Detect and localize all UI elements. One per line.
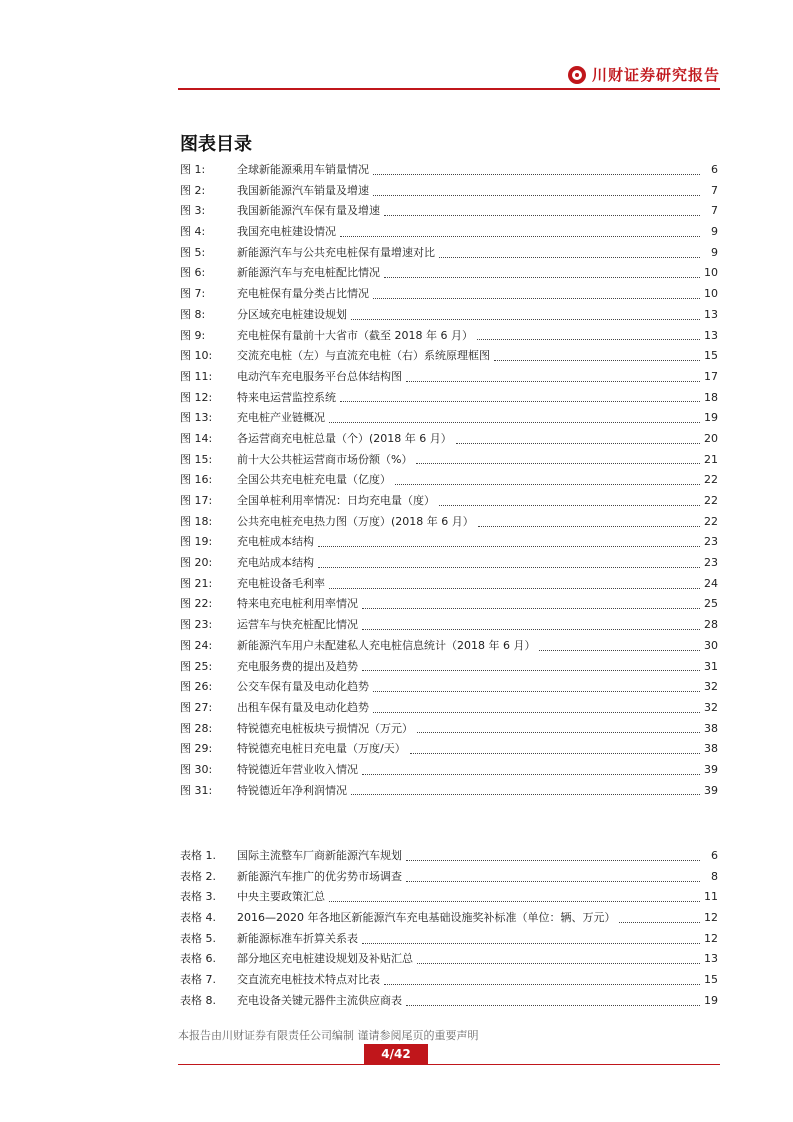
entry-page: 15 — [704, 349, 718, 363]
entry-number: 表格 4. — [180, 911, 216, 925]
figure-entry[interactable] — [180, 408, 718, 429]
entry-page: 22 — [704, 494, 718, 507]
entry-number: 图 24: — [180, 638, 213, 652]
entry-number: 表格 7. — [180, 973, 216, 987]
entry-number: 图 22: — [180, 597, 213, 611]
entry-page: 25 — [704, 597, 718, 611]
entry-number: 图 31: — [180, 783, 213, 797]
entry-number: 图 30: — [180, 762, 213, 776]
entry-title: 充电桩设备毛利率 — [237, 576, 325, 590]
entry-number: 图 5: — [180, 245, 206, 259]
table-entry[interactable] — [180, 991, 718, 1012]
figure-entry[interactable] — [180, 491, 718, 512]
entry-number: 图 23: — [180, 618, 213, 632]
entry-number: 图 1: — [180, 163, 206, 176]
entry-page: 13 — [704, 952, 718, 966]
dot-leader — [410, 753, 700, 754]
table-list — [180, 846, 718, 1012]
dot-leader — [406, 860, 700, 861]
entry-page: 10 — [704, 287, 718, 301]
entry-title: 公共充电桩充电热力图（万度）(2018 年 6 月） — [237, 514, 474, 528]
dot-leader — [416, 463, 700, 464]
entry-number: 图 4: — [180, 225, 206, 239]
entry-page: 20 — [704, 431, 718, 445]
entry-page: 6 — [711, 163, 718, 176]
entry-page: 19 — [704, 993, 718, 1007]
dot-leader — [417, 963, 700, 964]
figure-entry[interactable] — [180, 677, 718, 698]
figure-entry[interactable] — [180, 429, 718, 450]
entry-number: 图 6: — [180, 266, 206, 280]
entry-page: 10 — [704, 266, 718, 280]
figure-entry[interactable] — [180, 346, 718, 367]
dot-leader — [439, 505, 700, 506]
entry-number: 表格 1. — [180, 849, 216, 862]
entry-number: 图 14: — [180, 431, 213, 445]
dot-leader — [384, 277, 700, 278]
page-header — [178, 60, 720, 90]
entry-page: 8 — [711, 869, 718, 883]
figure-entry[interactable] — [180, 305, 718, 326]
entry-title: 交直流充电桩技术特点对比表 — [237, 973, 380, 987]
entry-page: 12 — [704, 911, 718, 925]
entry-number: 图 20: — [180, 556, 213, 570]
entry-page: 24 — [704, 576, 718, 590]
entry-number: 表格 6. — [180, 952, 216, 966]
entry-page: 19 — [704, 411, 718, 425]
dot-leader — [619, 922, 700, 923]
dot-leader — [329, 588, 700, 589]
dot-leader — [539, 650, 700, 651]
dot-leader — [373, 691, 700, 692]
dot-leader — [373, 712, 700, 713]
figure-entry[interactable] — [180, 532, 718, 553]
entry-page: 28 — [704, 618, 718, 632]
entry-page: 32 — [704, 680, 718, 694]
toc-title: 图表目录 — [180, 134, 252, 155]
entry-number: 图 25: — [180, 659, 213, 673]
entry-number: 图 26: — [180, 680, 213, 694]
entry-page: 39 — [704, 762, 718, 776]
entry-page: 22 — [704, 473, 718, 487]
entry-page: 38 — [704, 742, 718, 756]
dot-leader — [439, 257, 700, 258]
entry-page: 7 — [711, 183, 718, 197]
entry-number: 图 28: — [180, 721, 213, 735]
brand-logo-icon — [568, 66, 586, 84]
entry-page: 12 — [704, 931, 718, 945]
entry-title: 全国单桩利用率情况：日均充电量（度） — [237, 494, 435, 507]
entry-number: 图 9: — [180, 328, 206, 342]
entry-title: 充电桩保有量前十大省市（截至 2018 年 6 月） — [237, 328, 473, 342]
entry-title: 出租车保有量及电动化趋势 — [237, 700, 369, 714]
entry-page: 22 — [704, 514, 718, 528]
figure-entry[interactable] — [180, 201, 718, 222]
dot-leader — [406, 1005, 700, 1006]
dot-leader — [494, 360, 700, 361]
dot-leader — [329, 422, 700, 423]
entry-page: 30 — [704, 638, 718, 652]
entry-number: 图 17: — [180, 494, 213, 507]
entry-page: 18 — [704, 390, 718, 404]
entry-number: 表格 8. — [180, 993, 216, 1007]
figure-list — [180, 160, 718, 801]
dot-leader — [362, 670, 700, 671]
dot-leader — [384, 215, 700, 216]
dot-leader — [373, 195, 700, 196]
entry-title: 运营车与快充桩配比情况 — [237, 618, 358, 632]
entry-number: 图 15: — [180, 452, 213, 466]
dot-leader — [406, 881, 700, 882]
table-entry[interactable] — [180, 949, 718, 970]
entry-page: 31 — [704, 659, 718, 673]
table-entry[interactable] — [180, 970, 718, 991]
entry-page: 9 — [711, 225, 718, 239]
entry-number: 图 21: — [180, 576, 213, 590]
entry-page: 13 — [704, 328, 718, 342]
entry-title: 公交车保有量及电动化趋势 — [237, 680, 369, 694]
dot-leader — [373, 298, 700, 299]
entry-title: 交流充电桩（左）与直流充电桩（右）系统原理框图 — [237, 349, 490, 363]
figure-entry[interactable] — [180, 367, 718, 388]
dot-leader — [318, 546, 700, 547]
entry-title: 前十大公共桩运营商市场份额（%） — [237, 452, 413, 466]
entry-title: 充电设备关键元器件主流供应商表 — [237, 993, 402, 1007]
entry-number: 表格 3. — [180, 890, 216, 904]
dot-leader — [362, 774, 700, 775]
figure-entry[interactable] — [180, 181, 718, 202]
dot-leader — [351, 319, 700, 320]
entry-number: 图 29: — [180, 742, 213, 756]
entry-number: 表格 2. — [180, 869, 216, 883]
dot-leader — [340, 401, 700, 402]
entry-number: 图 18: — [180, 514, 213, 528]
figure-entry[interactable] — [180, 284, 718, 305]
entry-title: 新能源标准车折算关系表 — [237, 931, 358, 945]
entry-page: 32 — [704, 700, 718, 714]
entry-title: 2016—2020 年各地区新能源汽车充电基础设施奖补标准（单位：辆、万元） — [237, 911, 616, 925]
entry-page: 23 — [704, 556, 718, 570]
entry-number: 图 27: — [180, 700, 213, 714]
figure-entry[interactable] — [180, 160, 718, 181]
entry-number: 图 7: — [180, 287, 206, 301]
figure-entry[interactable] — [180, 657, 718, 678]
page-number: 4/42 — [364, 1044, 428, 1064]
entry-title: 特锐德近年净利润情况 — [237, 783, 347, 797]
figure-entry[interactable] — [180, 760, 718, 781]
entry-title: 充电桩保有量分类占比情况 — [237, 287, 369, 301]
table-entry[interactable] — [180, 846, 718, 867]
dot-leader — [362, 608, 700, 609]
figure-entry[interactable] — [180, 512, 718, 533]
figure-entry[interactable] — [180, 615, 718, 636]
entry-title: 我国充电桩建设情况 — [237, 225, 336, 239]
entry-title: 特来电运营监控系统 — [237, 390, 336, 404]
entry-page: 7 — [711, 204, 718, 218]
figure-entry[interactable] — [180, 739, 718, 760]
entry-number: 图 10: — [180, 349, 213, 363]
entry-page: 21 — [704, 452, 718, 466]
entry-number: 表格 5. — [180, 931, 216, 945]
figure-entry[interactable] — [180, 781, 718, 802]
entry-title: 特来电充电桩利用率情况 — [237, 597, 358, 611]
entry-page: 9 — [711, 245, 718, 259]
dot-leader — [406, 381, 700, 382]
figure-entry[interactable] — [180, 388, 718, 409]
entry-title: 全球新能源乘用车销量情况 — [237, 163, 369, 176]
figure-entry[interactable] — [180, 470, 718, 491]
entry-title: 充电服务费的提出及趋势 — [237, 659, 358, 673]
entry-number: 图 11: — [180, 369, 213, 383]
entry-title: 各运营商充电桩总量（个）(2018 年 6 月） — [237, 431, 452, 445]
entry-number: 图 3: — [180, 204, 206, 218]
figure-entry[interactable] — [180, 326, 718, 347]
table-entry[interactable] — [180, 908, 718, 929]
table-entry[interactable] — [180, 867, 718, 888]
header-divider — [178, 88, 720, 90]
entry-number: 图 13: — [180, 411, 213, 425]
table-entry[interactable] — [180, 929, 718, 950]
entry-title: 特锐德近年营业收入情况 — [237, 762, 358, 776]
figure-entry[interactable] — [180, 450, 718, 471]
entry-title: 新能源汽车与公共充电桩保有量增速对比 — [237, 245, 435, 259]
figure-entry[interactable] — [180, 594, 718, 615]
entry-title: 电动汽车充电服务平台总体结构图 — [237, 369, 402, 383]
dot-leader — [351, 794, 700, 795]
entry-title: 充电桩产业链概况 — [237, 411, 325, 425]
entry-number: 图 12: — [180, 390, 213, 404]
footer-note: 本报告由川财证券有限责任公司编制 谨请参阅尾页的重要声明 — [178, 1029, 479, 1042]
entry-title: 特锐德充电桩板块亏损情况（万元） — [237, 721, 413, 735]
entry-page: 17 — [704, 369, 718, 383]
dot-leader — [417, 732, 700, 733]
figure-entry[interactable] — [180, 222, 718, 243]
dot-leader — [318, 567, 700, 568]
figure-entry[interactable] — [180, 553, 718, 574]
table-entry[interactable] — [180, 887, 718, 908]
entry-number: 图 16: — [180, 473, 213, 487]
entry-page: 13 — [704, 307, 718, 321]
dot-leader — [456, 443, 700, 444]
dot-leader — [329, 901, 700, 902]
dot-leader — [384, 984, 700, 985]
figure-entry[interactable] — [180, 243, 718, 264]
entry-page: 6 — [711, 849, 718, 862]
figure-entry[interactable] — [180, 263, 718, 284]
entry-title: 全国公共充电桩充电量（亿度） — [237, 473, 391, 487]
dot-leader — [340, 236, 700, 237]
figure-entry[interactable] — [180, 636, 718, 657]
entry-page: 39 — [704, 783, 718, 797]
entry-number: 图 2: — [180, 183, 206, 197]
entry-title: 我国新能源汽车销量及增速 — [237, 183, 369, 197]
entry-page: 11 — [704, 890, 718, 904]
entry-page: 15 — [704, 973, 718, 987]
brand-name: 川财证券研究报告 — [591, 66, 720, 84]
entry-title: 我国新能源汽车保有量及增速 — [237, 204, 380, 218]
entry-title: 新能源汽车与充电桩配比情况 — [237, 266, 380, 280]
entry-page: 38 — [704, 721, 718, 735]
dot-leader — [395, 484, 700, 485]
entry-title: 分区域充电桩建设规划 — [237, 307, 347, 321]
entry-title: 充电桩成本结构 — [237, 535, 314, 549]
dot-leader — [477, 339, 700, 340]
dot-leader — [362, 943, 700, 944]
entry-number: 图 19: — [180, 535, 213, 549]
entry-title: 部分地区充电桩建设规划及补贴汇总 — [237, 952, 413, 966]
figure-entry[interactable] — [180, 574, 718, 595]
dot-leader — [362, 629, 700, 630]
dot-leader — [478, 526, 700, 527]
footer-divider — [178, 1064, 720, 1065]
entry-title: 新能源汽车用户未配建私人充电桩信息统计（2018 年 6 月） — [237, 638, 536, 652]
entry-number: 图 8: — [180, 307, 206, 321]
brand — [568, 64, 720, 85]
dot-leader — [373, 174, 700, 175]
entry-title: 国际主流整车厂商新能源汽车规划 — [237, 849, 402, 862]
figure-entry[interactable] — [180, 698, 718, 719]
entry-page: 23 — [704, 535, 718, 549]
entry-title: 特锐德充电桩日充电量（万度/天） — [237, 742, 406, 756]
entry-title: 新能源汽车推广的优劣势市场调查 — [237, 869, 402, 883]
entry-title: 中央主要政策汇总 — [237, 890, 325, 904]
entry-title: 充电站成本结构 — [237, 556, 314, 570]
figure-entry[interactable] — [180, 719, 718, 740]
